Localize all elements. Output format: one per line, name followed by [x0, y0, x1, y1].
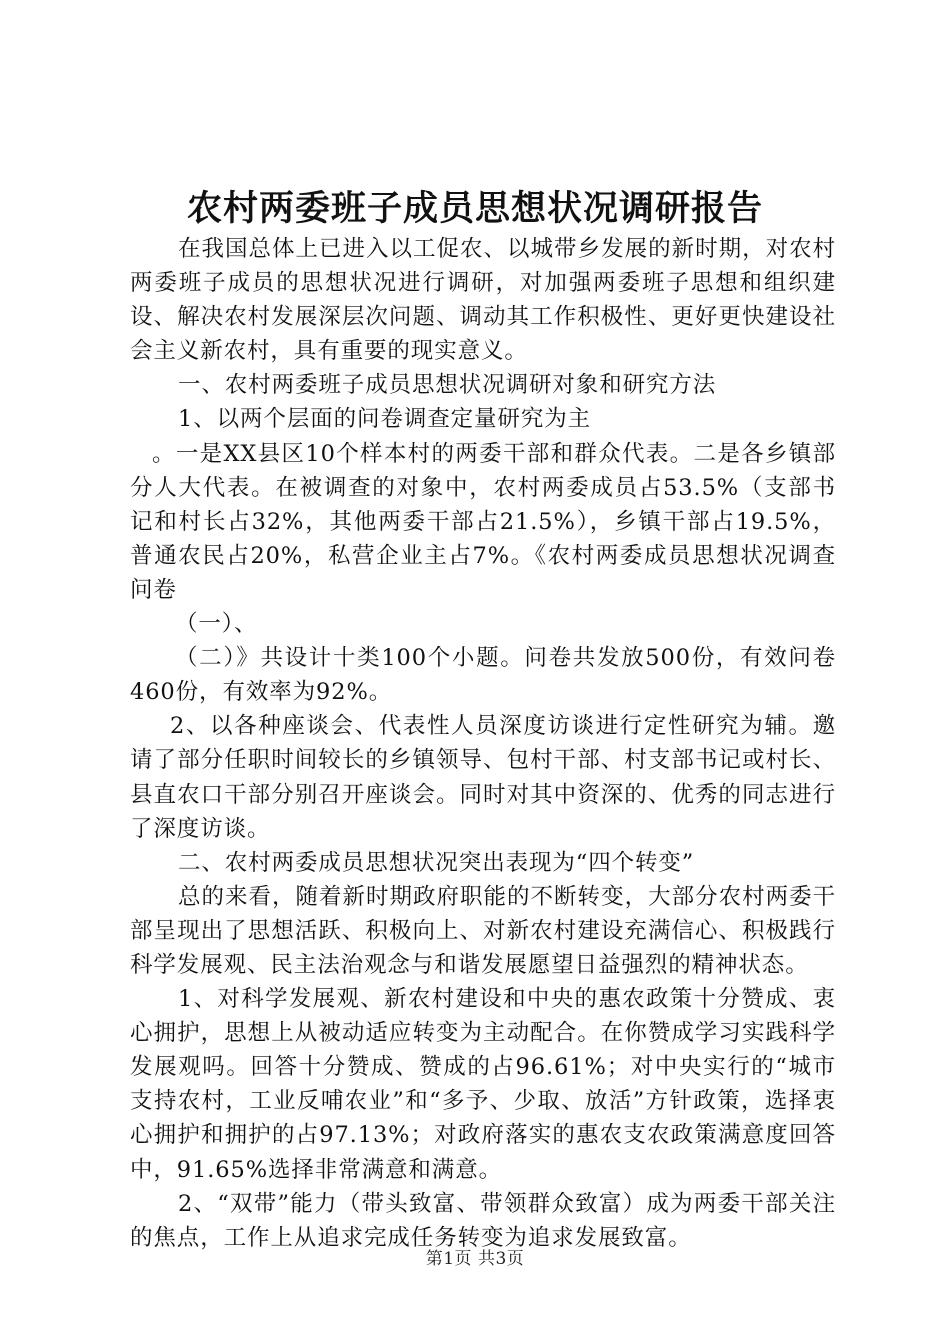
subheading-1-1: 1、以两个层面的问卷调查定量研究为主	[178, 406, 592, 433]
paragraph-interviews: 2、以各种座谈会、代表性人员深度访谈进行定性研究为辅。邀请了部分任职时间较长的乡镇领导、包村干部、村支部书记或村长、县直农口干部分别召开座谈会。同时对其中资深的、优秀的同志进行了深度访谈。	[130, 713, 836, 842]
paragraph-change-2: 2、“双带”能力（带头致富、带领群众致富）成为两委干部关注的焦点，工作上从追求完成任务转变为追求发展致富。	[130, 1190, 836, 1251]
document-body	[130, 232, 836, 1255]
page-footer: 第1页 共3页	[425, 1249, 525, 1269]
document-title: 农村两委班子成员思想状况调研报告	[186, 188, 763, 229]
section-heading-1: 一、农村两委班子成员思想状况调研对象和研究方法	[178, 372, 717, 399]
paragraph-overview: 总的来看，随着新时期政府职能的不断转变，大部分农村两委干部呈现出了思想活跃、积极向上、对新农村建设充满信心、积极践行科学发展观、民主法治观念与和谐发展愿望日益强烈的精神状态。	[130, 883, 836, 978]
paragraph-change-1: 1、对科学发展观、新农村建设和中央的惠农政策十分赞成、衷心拥护，思想上从被动适应转变为主动配合。在你赞成学习实践科学发展观吗。回答十分赞成、赞成的占96.61%；对中央实行的“城市支持农村，工业反哺农业”和“多予、少取、放活”方针政策，选择衷心拥护和拥护的占97.13%；对政府落实的惠农支农政策满意度回答中，91.65%选择非常满意和满意。	[130, 986, 836, 1183]
paragraph-intro: 在我国总体上已进入以工促农、以城带乡发展的新时期，对农村两委班子成员的思想状况进行调研，对加强两委班子思想和组织建设、解决农村发展深层次问题、调动其工作积极性、更好更快建设社会主义新农村，具有重要的现实意义。	[130, 236, 836, 365]
section-heading-2: 二、农村两委成员思想状况突出表现为“四个转变”	[178, 849, 695, 876]
paragraph-part-two: （二）》共设计十类100个小题。问卷共发放500份，有效问卷460份，有效率为92%。	[130, 645, 836, 706]
paragraph-part-one: （一）、	[175, 611, 258, 638]
paragraph-survey: 。一是XX县区10个样本村的两委干部和群众代表。二是各乡镇部分人大代表。在被调查的对象中，农村两委成员占53.5%（支部书记和村长占32%，其他两委干部占21.5%），乡镇干部占19.5%，普通农民占20%，私营企业主占7%。《农村两委成员思想状况调查问卷	[130, 440, 836, 603]
